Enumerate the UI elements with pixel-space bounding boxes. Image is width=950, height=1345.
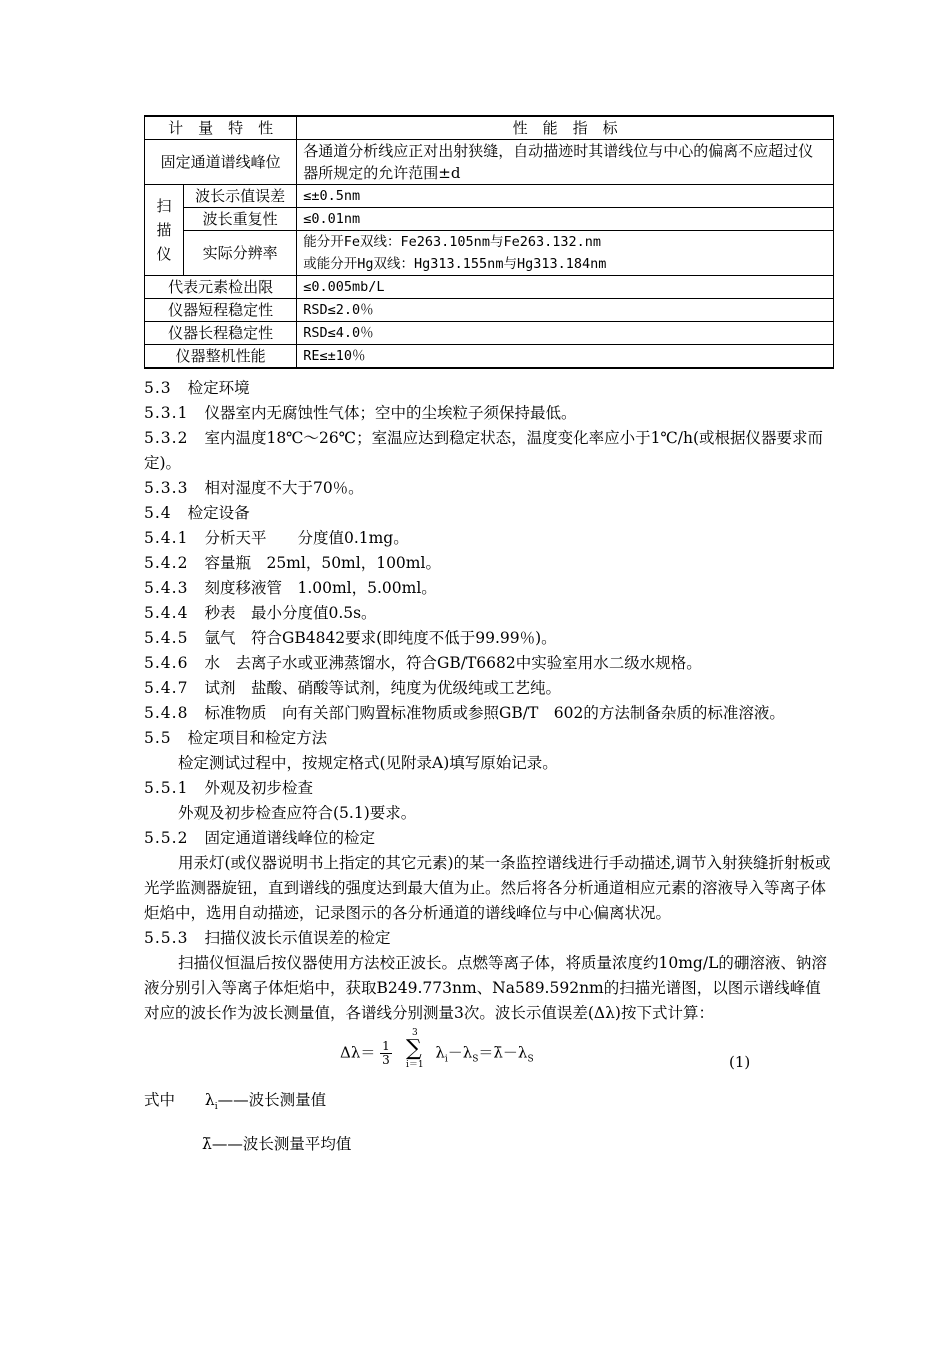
section-item: 5.5.2 固定通道谱线峰位的检定 <box>144 829 375 847</box>
where-line: 式中 $\lambda_i——$波长测量值 <box>144 1091 327 1113</box>
row-short-value: RSD≤2.0％ <box>297 299 834 322</box>
row-peak-value: 各通道分析线应正对出射狭缝，自动描迹时其谱线位与中心的偏离不应超过仪器所规定的允许范围±d <box>297 140 834 185</box>
table-header-row <box>145 116 834 140</box>
section-item: 5.3.3 相对湿度不大于70％。 <box>144 479 364 497</box>
section-item: 5.3.1 仪器室内无腐蚀性气体；空中的尘埃粒子须保持最低。 <box>144 404 577 422</box>
section-item: 5.4.1 分析天平 分度值0.1mg。 <box>144 529 409 547</box>
section-item: 5.4.8 标准物质 向有关部门购置标准物质或参照GB/T 602的方法制备杂质的标准溶液。 <box>144 704 785 722</box>
summation-sign: 3 ∑ i＝1 <box>406 1028 424 1070</box>
table-row <box>145 322 834 345</box>
section-item: 5.4.3 刻度移液管 1.00ml，5.00ml。 <box>144 579 437 597</box>
row-short-label: 仪器短程稳定性 <box>145 299 297 322</box>
row-wave-rep-label: 波长重复性 <box>184 208 297 231</box>
section-item: 5.4.5 氩气 符合GB4842要求(即纯度不低于99.99％)。 <box>144 629 557 647</box>
where-line: λ̄——波长测量平均值 <box>202 1135 352 1154</box>
row-wave-rep-value: ≤0.01nm <box>297 208 834 231</box>
row-peak-label: 固定通道谱线峰位 <box>145 140 297 185</box>
paragraph: 检定测试过程中，按规定格式(见附录A)填写原始记录。 <box>178 754 558 772</box>
formula-expression: $\Delta\lambda= \frac{1}{3}$ $\lambda_i-\lambda_S=\lambdā-\lambda_S$ <box>340 1039 534 1067</box>
section-heading: 5.4 检定设备 <box>144 504 250 522</box>
section-item: 5.4.4 秒表 最小分度值0.5s。 <box>144 604 377 622</box>
table-row <box>145 140 834 185</box>
paragraph: 扫描仪恒温后按仪器使用方法校正波长。点燃等离子体，将质量浓度约10mg/L的硼溶液、钠溶液分别引入等离子体炬焰中，获取B249.773nm、Na589.592nm的扫描光谱图，以图示谱线峰值对应的波长作为波长测量值，各谱线分别测量3次。波长示值误差(Δλ)按下式计算： <box>144 954 827 1022</box>
row-detect-label: 代表元素检出限 <box>145 276 297 299</box>
section-heading: 5.3 检定环境 <box>144 379 250 397</box>
table-row <box>145 345 834 369</box>
row-resolution-label: 实际分辨率 <box>184 231 297 276</box>
section-item: 5.3.2 室内温度18℃～26℃；室温应达到稳定状态，温度变化率应小于1℃/h(或根据仪器要求而定)。 <box>144 429 824 472</box>
row-detect-value: ≤0.005mb/L <box>297 276 834 299</box>
table-row <box>145 231 834 276</box>
formula-1 <box>144 1026 834 1088</box>
row-wave-err-value: ≤±0.5nm <box>297 185 834 208</box>
row-wave-err-label: 波长示值误差 <box>184 185 297 208</box>
section-item: 5.4.2 容量瓶 25ml，50ml，100ml。 <box>144 554 441 572</box>
table-row <box>145 276 834 299</box>
scan-group-label: 扫 描 仪 <box>145 185 184 276</box>
row-whole-value: RE≤±10％ <box>297 345 834 369</box>
table-row <box>145 208 834 231</box>
row-resolution-value: 能分开Fe双线：Fe263.105nm与Fe263.132.nm 或能分开Hg双线：Hg313.155nm与Hg313.184nm <box>297 231 834 276</box>
header-col2: 性 能 指 标 <box>297 116 834 140</box>
table-row <box>145 299 834 322</box>
paragraph: 用汞灯(或仪器说明书上指定的其它元素)的某一条监控谱线进行手动描述,调节入射狭缝折射板或光学监测器旋钮，直到谱线的强度达到最大值为止。然后将各分析通道相应元素的溶液导入等离子体炬焰中，选用自动描迹，记录图示的各分析通道的谱线峰位与中心偏离状况。 <box>144 854 831 922</box>
row-long-value: RSD≤4.0％ <box>297 322 834 345</box>
body-text <box>144 376 834 1157</box>
section-item: 5.4.6 水 去离子水或亚沸蒸馏水，符合GB/T6682中实验室用水二级水规格。 <box>144 654 702 672</box>
table-row <box>145 185 834 208</box>
equation-number: (1) <box>729 1053 751 1071</box>
section-item: 5.4.7 试剂 盐酸、硝酸等试剂，纯度为优级纯或工艺纯。 <box>144 679 561 697</box>
row-whole-label: 仪器整机性能 <box>145 345 297 369</box>
row-long-label: 仪器长程稳定性 <box>145 322 297 345</box>
spec-table <box>144 115 834 369</box>
header-col1: 计 量 特 性 <box>145 116 297 140</box>
section-item: 5.5.1 外观及初步检查 <box>144 779 313 797</box>
paragraph: 外观及初步检查应符合(5.1)要求。 <box>178 804 417 822</box>
section-heading: 5.5 检定项目和检定方法 <box>144 729 328 747</box>
section-item: 5.5.3 扫描仪波长示值误差的检定 <box>144 929 391 947</box>
